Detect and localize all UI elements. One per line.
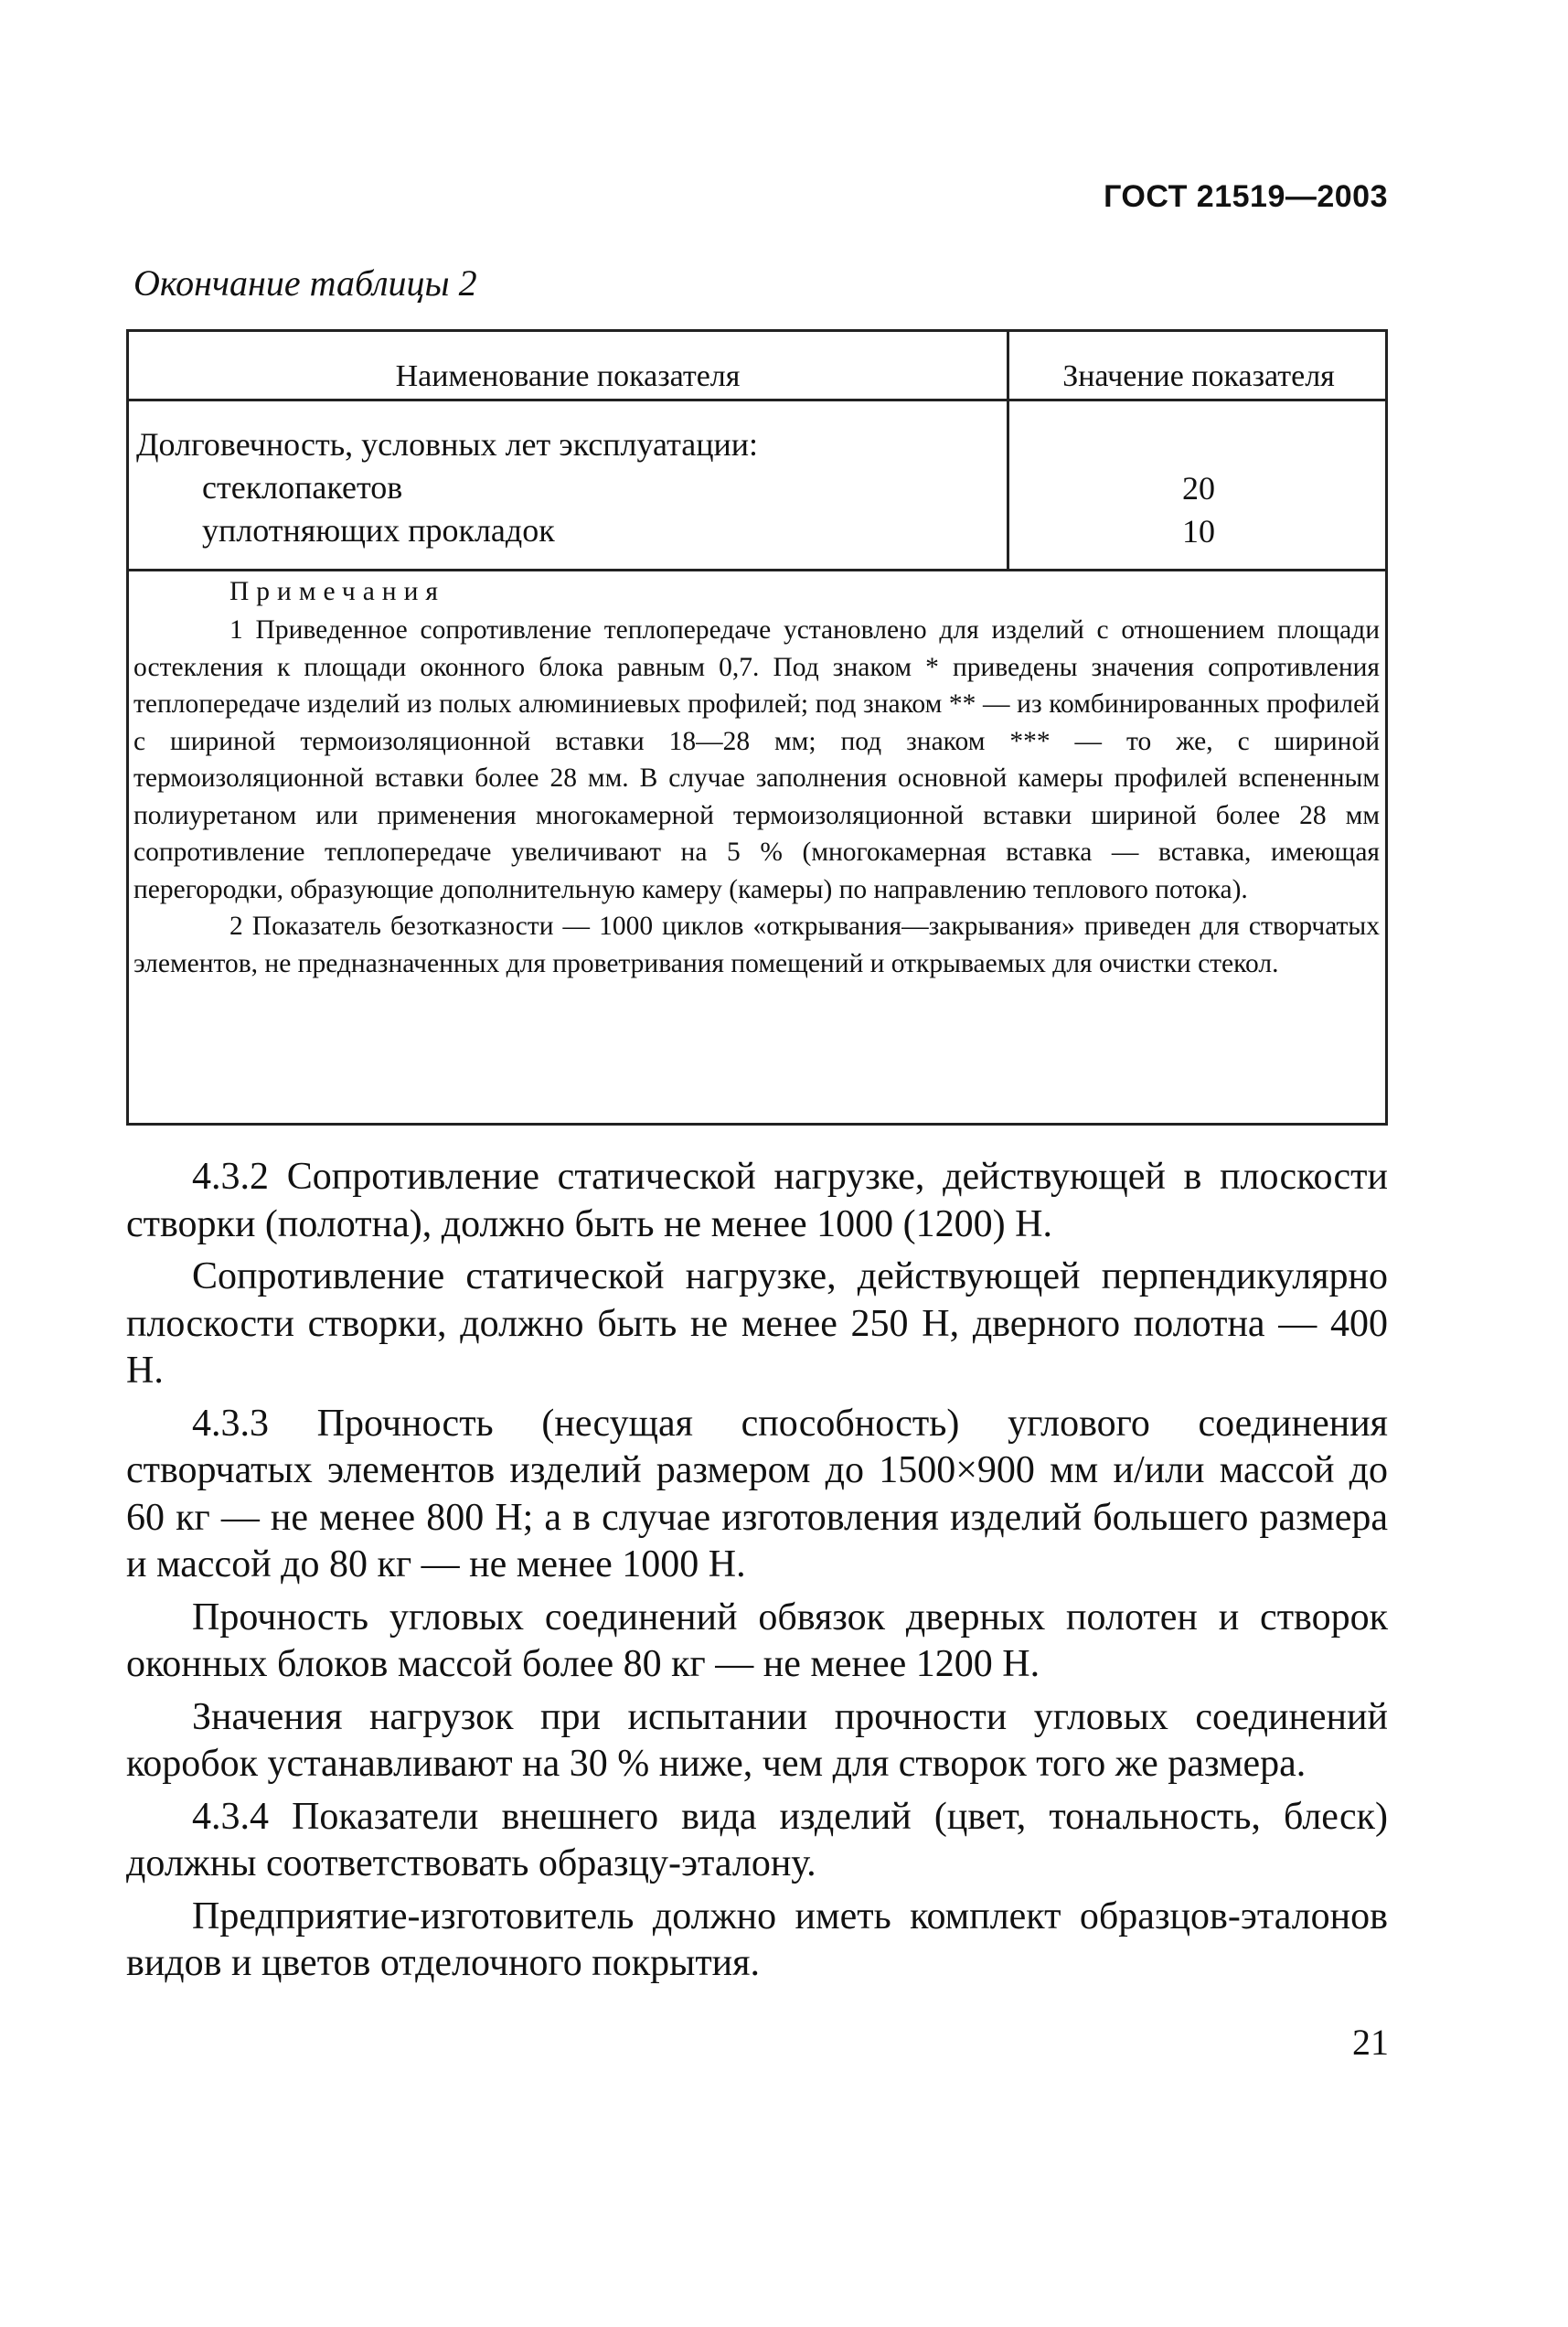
table-row-value: 10 bbox=[1182, 513, 1215, 550]
paragraph: Прочность угловых соединений обвязок дверных полотен и створок оконных блоков массой более 80 кг — не менее 1200 Н. bbox=[126, 1596, 1388, 1685]
note-1: 1 Приведенное сопротивление теплопередаче установлено для изделий с отношением площади остекления к площади оконного блока равным 0,7. Под знаком * приведены значения сопротивления теплопередаче изделий из полых алюминиевых профилей; под знаком ** — из комбинированных профилей с шириной термоизоляционной вставки 18—28 мм; под знаком *** — то же, с шириной термоизоляционной вставки более 28 мм. В случае заполнения основной камеры профилей вспененным полиуретаном или применения многокамерной термоизоляционной вставки шириной более 28 мм сопротивление теплопередаче увеличивают на 5 % (многокамерная вставка — вставка, имеющая перегородки, образующие дополнительную камеру (камеры) по направлению теплового потока). bbox=[133, 615, 1380, 904]
column-header-name: Наименование показателя bbox=[395, 359, 741, 393]
notes-heading: Примечания bbox=[229, 577, 445, 606]
body-text bbox=[126, 1154, 1388, 1993]
column-header-value: Значение показателя bbox=[1062, 359, 1335, 393]
standard-code: ГОСТ 21519—2003 bbox=[1104, 179, 1388, 214]
table-row-value: 20 bbox=[1182, 470, 1215, 507]
table-row-name: уплотняющих прокладок bbox=[202, 512, 555, 549]
clause-4-3-4: 4.3.4 Показатели внешнего вида изделий (цвет, тональность, блеск) должны соответствовать образцу-эталону. bbox=[126, 1795, 1388, 1884]
clause-4-3-3: 4.3.3 Прочность (несущая способность) углового соединения створчатых элементов изделий размером до 1500×900 мм и/или массой до 60 кг — не менее 800 Н; а в случае изготовления изделий большего размера и массой до 80 кг — не менее 1000 Н. bbox=[126, 1402, 1388, 1585]
paragraph: Сопротивление статической нагрузке, действующей перпендикулярно плоскости створки, должно быть не менее 250 Н, дверного полотна — 400 Н. bbox=[126, 1255, 1388, 1392]
note-2: 2 Показатель безотказности — 1000 циклов «открывания—закрывания» приведен для створчатых элементов, не предназначенных для проветривания помещений и открываемых для очистки стекол. bbox=[133, 912, 1380, 978]
table-notes bbox=[133, 571, 1380, 982]
paragraph: Значения нагрузок при испытании прочности угловых соединений коробок устанавливают на 30 % ниже, чем для створок того же размера. bbox=[126, 1695, 1388, 1785]
paragraph: Предприятие-изготовитель должно иметь комплект образцов-эталонов видов и цветов отделочного покрытия. bbox=[126, 1895, 1388, 1984]
table-header-divider bbox=[129, 399, 1385, 401]
table-row-group-label: Долговечность, условных лет эксплуатации: bbox=[136, 426, 759, 463]
page-number: 21 bbox=[1352, 2022, 1389, 2063]
data-table bbox=[126, 329, 1388, 1126]
table-caption: Окончание таблицы 2 bbox=[133, 262, 477, 304]
clause-4-3-2: 4.3.2 Сопротивление статической нагрузке, действующей в плоскости створки (полотна), должно быть не менее 1000 (1200) Н. bbox=[126, 1156, 1388, 1245]
table-row-name: стеклопакетов bbox=[202, 469, 403, 506]
